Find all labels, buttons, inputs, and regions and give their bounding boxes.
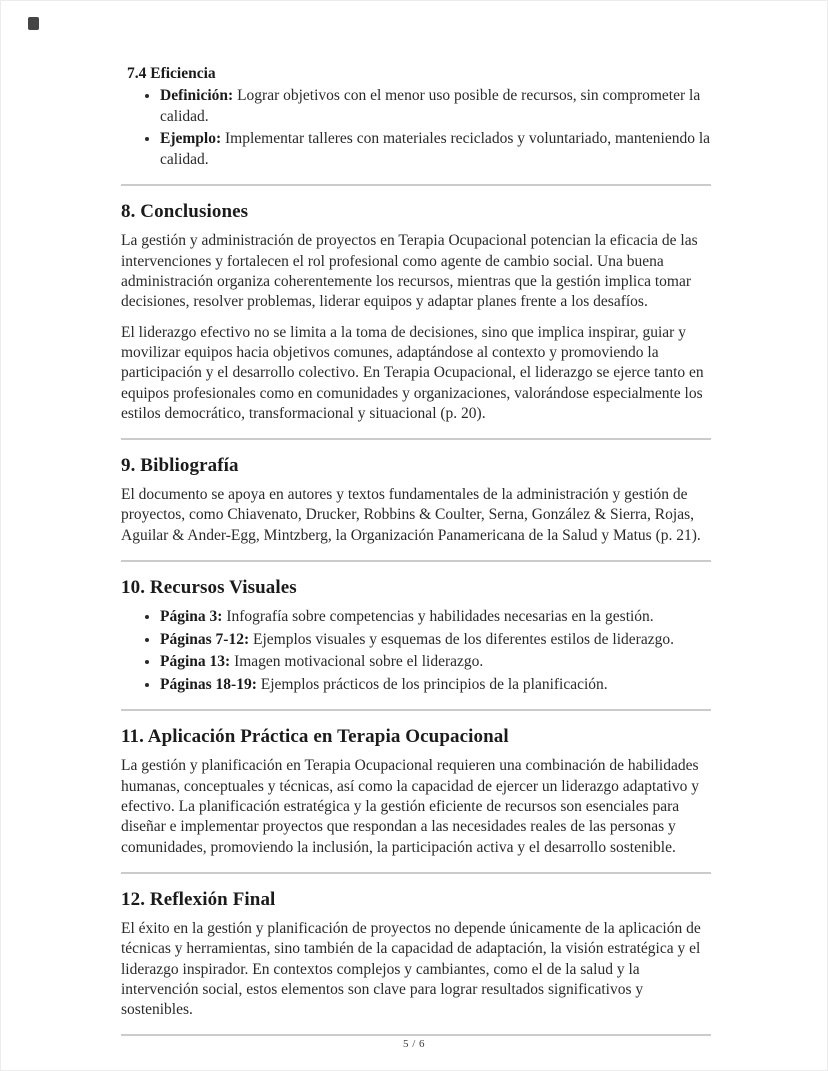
bullet-label: Definición: <box>160 87 234 104</box>
subsection-heading-eficiencia: 7.4 Eficiencia <box>127 65 216 82</box>
bullet-text: Imagen motivacional sobre el liderazgo. <box>234 653 484 671</box>
list-item <box>160 652 711 673</box>
section-heading-bibliografia: 9. Bibliografía <box>121 455 239 477</box>
bullet-text: Ejemplos prácticos de los principios de la planificación. <box>260 675 608 693</box>
bullet-label: Ejemplo: <box>160 130 222 148</box>
page-corner-mark <box>28 17 39 30</box>
bullet-text: Ejemplos visuales y esquemas de los diferentes estilos de liderazgo. <box>253 630 674 648</box>
list-item <box>160 129 711 170</box>
list-item <box>160 607 711 628</box>
list-item <box>160 630 711 651</box>
list-item <box>160 86 711 127</box>
bullet-label: Página 13: <box>160 653 231 671</box>
paragraph: La gestión y administración de proyectos en Terapia Ocupacional potencian la eficacia de las intervenciones y fortalecen el rol profesional como agente de cambio social. Una buena administración organiza coherentemente los recursos, mientras que la gestión implica tomar decisiones, resolver problemas, liderar equipos y adaptar planes frente a los desafíos. <box>121 232 698 311</box>
section-heading-aplicacion-practica: 11. Aplicación Práctica en Terapia Ocupacional <box>121 726 509 748</box>
paragraph: El éxito en la gestión y planificación de proyectos no depende únicamente de la aplicación de técnicas y herramientas, sino también de la capacidad de adaptación, la visión estratégica y el liderazgo inspirador. En contextos complejos y cambiantes, como el de la salud y la intervención social, estos elementos son clave para lograr resultados significativos y sostenibles. <box>121 919 701 1019</box>
section-heading-reflexion-final: 12. Reflexión Final <box>121 888 276 910</box>
section-divider <box>121 872 711 874</box>
paragraph: La gestión y planificación en Terapia Ocupacional requieren una combinación de habilidades humanas, conceptuales y técnicas, así como la capacidad de ejercer un liderazgo adaptativo y efectivo. La planificación estratégica y la gestión eficiente de recursos son esenciales para diseñar e implementar proyectos que respondan a las necesidades reales de las personas y comunidades, promoviendo la inclusión, la participación activa y el desarrollo sostenible. <box>121 757 699 856</box>
paragraph: El documento se apoya en autores y textos fundamentales de la administración y gestión de proyectos, como Chiavenato, Drucker, Robbins & Coulter, Serna, González & Sierra, Rojas, Aguilar & Ander-Egg, Mintzberg, la Organización Panamericana de la Salud y Matus (p. 21). <box>121 486 701 544</box>
bullet-text: Lograr objetivos con el menor uso posible de recursos, sin comprometer la calidad. <box>160 87 701 125</box>
section-heading-conclusiones: 8. Conclusiones <box>121 201 249 223</box>
paragraph: El liderazgo efectivo no se limita a la toma de decisiones, sino que implica inspirar, guiar y movilizar equipos hacia objetivos comunes, adaptándose al contexto y promoviendo la participación y el desarrollo colectivo. En Terapia Ocupacional, el liderazgo se ejerce tanto en equipos profesionales como en comunidades y organizaciones, valorándose especialmente los estilos democrático, transformacional y situacional (p. 20). <box>121 323 704 422</box>
section-divider <box>121 709 711 711</box>
section-heading-recursos-visuales: 10. Recursos Visuales <box>121 577 297 598</box>
bullet-label: Página 3: <box>160 608 223 625</box>
section-divider <box>121 1034 711 1036</box>
list-item <box>160 675 711 696</box>
section-divider <box>121 560 711 562</box>
page-number: 5 / 6 <box>402 1038 426 1050</box>
bullet-label: Páginas 18-19: <box>160 675 257 693</box>
section-divider <box>121 184 711 186</box>
bullet-list-eficiencia <box>121 86 711 170</box>
section-divider <box>121 438 711 440</box>
bullet-text: Infografía sobre competencias y habilidades necesarias en la gestión. <box>226 608 654 625</box>
bullet-label: Páginas 7-12: <box>160 630 250 648</box>
bullet-text: Implementar talleres con materiales reciclados y voluntariado, manteniendo la calidad. <box>160 130 711 168</box>
document-content <box>121 65 711 1036</box>
bullet-list-recursos <box>121 607 711 695</box>
